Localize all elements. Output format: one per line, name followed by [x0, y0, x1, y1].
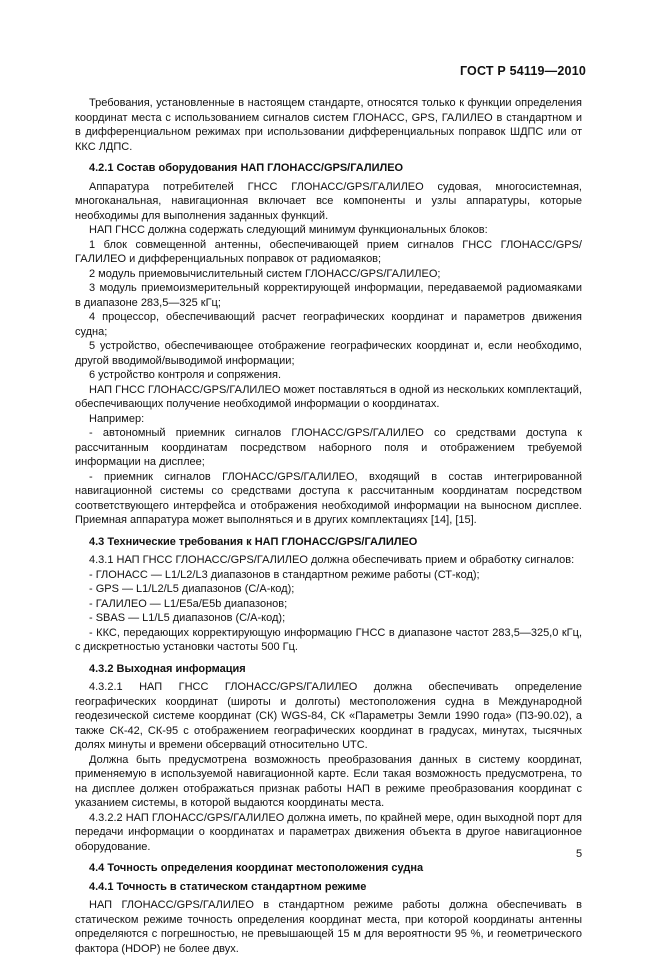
section-heading-4-4-1: 4.4.1 Точность в статическом стандартном режиме [89, 880, 367, 893]
list-item: 3 модуль приемоизмерительный корректирующей информации, передаваемой радиомаяками в диапазоне 283,5—325 кГц; [75, 282, 582, 309]
list-item: - ГАЛИЛЕО — L1/E5a/E5b диапазонов; [89, 597, 288, 610]
section-heading-4-2-1: 4.2.1 Состав оборудования НАП ГЛОНАСС/GPS/ГАЛИЛЕО [89, 162, 404, 174]
paragraph: 4.3.2.2 НАП ГЛОНАСС/GPS/ГАЛИЛЕО должна иметь, по крайней мере, один выходной порт для передачи информации о координатах и параметрах движения объекта в другое навигационное оборудование. [75, 811, 582, 853]
section-heading-4-3: 4.3 Технические требования к НАП ГЛОНАСС/GPS/ГАЛИЛЕО [89, 535, 418, 548]
list-item: - ГЛОНАСС — L1/L2/L3 диапазонов в стандартном режиме работы (СТ-код); [89, 568, 480, 581]
paragraph: 4.3.1 НАП ГНСС ГЛОНАСС/GPS/ГАЛИЛЕО должна обеспечивать прием и обработку сигналов: [89, 554, 575, 566]
section-heading-4-3-2: 4.3.2 Выходная информация [89, 662, 246, 675]
section-heading-4-4: 4.4 Точность определения координат местоположения судна [89, 862, 424, 874]
paragraph: НАП ГНСС должна содержать следующий минимум функциональных блоков: [89, 224, 488, 236]
document-body [75, 96, 582, 956]
list-item: 5 устройство, обеспечивающее отображение географических координат и, если необходимо, другой вводимой/выводимой информации; [75, 340, 582, 367]
paragraph: НАП ГЛОНАСС/GPS/ГАЛИЛЕО в стандартном режиме работы должна обеспечивать в статическом режиме точность определения координат места, при которой координаты антенны определяются с погрешностью, не превышающей 15 м для вероятности 95 %, и геометрического фактора (HDOP) не более двух. [75, 899, 582, 955]
document-standard-number: ГОСТ Р 54119—2010 [459, 64, 586, 78]
list-item: - автономный приемник сигналов ГЛОНАСС/GPS/ГАЛИЛЕО со средствами доступа к рассчитанным координатам посредством наборного поля и отображением требуемой информации на дисплее; [75, 427, 582, 468]
list-item: 6 устройство контроля и сопряжения. [89, 369, 282, 381]
intro-paragraph: Требования, установленные в настоящем стандарте, относятся только к функции определения координат места с использованием сигналов систем ГЛОНАСС, GPS, ГАЛИЛЕО в стандартном и в дифференциальном режимах при использовании дифференциальных поправок ШДПС или от ККС ЛДПС. [75, 97, 582, 153]
paragraph: Аппаратура потребителей ГНСС ГЛОНАСС/GPS/ГАЛИЛЕО судовая, многосистемная, многоканальная, навигационная включает все компоненты и узлы аппаратуры, которые необходимы для выполнения заданных функций. [75, 180, 582, 222]
list-item: - SBAS — L1/L5 диапазонов (С/А-код); [89, 612, 286, 624]
list-item: - ККС, передающих корректирующую информацию ГНСС в диапазоне частот 283,5—325,0 кГц, с дискретностью установки частоты 500 Гц. [75, 626, 582, 653]
paragraph: 4.3.2.1 НАП ГНСС ГЛОНАСС/GPS/ГАЛИЛЕО должна обеспечивать определение географических координат (широты и долготы) местоположения судна в Международной геодезической системе координат (СК) WGS-84, СК «Параметры Земли 1990 года» (ПЗ-90.02), а также СК-42, СК-95 с отображением географических координат в градусах, минутах, тысячных долях минуты и времени обсерваций относительно UTC. [75, 681, 582, 751]
paragraph: НАП ГНСС ГЛОНАСС/GPS/ГАЛИЛЕО может поставляться в одной из нескольких комплектаций, обеспечивающих получение необходимой информации о координатах. [75, 383, 582, 410]
paragraph: Например: [89, 412, 145, 425]
paragraph: Должна быть предусмотрена возможность преобразования данных в систему координат, применяемую в используемой навигационной карте. Если такая возможность предусмотрена, то на дисплее должен отображаться признак работы НАП в режиме преобразования координат с указанием системы, в которой выдаются координаты места. [75, 753, 582, 809]
list-item: 4 процессор, обеспечивающий расчет географических координат и параметров движения судна; [75, 311, 582, 338]
page-number: 5 [576, 848, 583, 860]
list-item: 1 блок совмещенной антенны, обеспечивающей прием сигналов ГНСС ГЛОНАСС/GPS/ГАЛИЛЕО и дифференциальных поправок от радиомаяков; [75, 238, 582, 265]
list-item: 2 модуль приемовычислительный систем ГЛОНАСС/GPS/ГАЛИЛЕО; [89, 267, 441, 280]
list-item: - приемник сигналов ГЛОНАСС/GPS/ГАЛИЛЕО, входящий в состав интегрированной навигационной системы со средствами доступа к рассчитанным координатам посредством соответствующего интерфейса и отображения необходимой информации на выносном дисплее. Приемная аппаратура может выполняться и в других комплектациях [14], [15]. [75, 470, 582, 526]
list-item: - GPS — L1/L2/L5 диапазонов (С/А-код); [89, 583, 295, 595]
